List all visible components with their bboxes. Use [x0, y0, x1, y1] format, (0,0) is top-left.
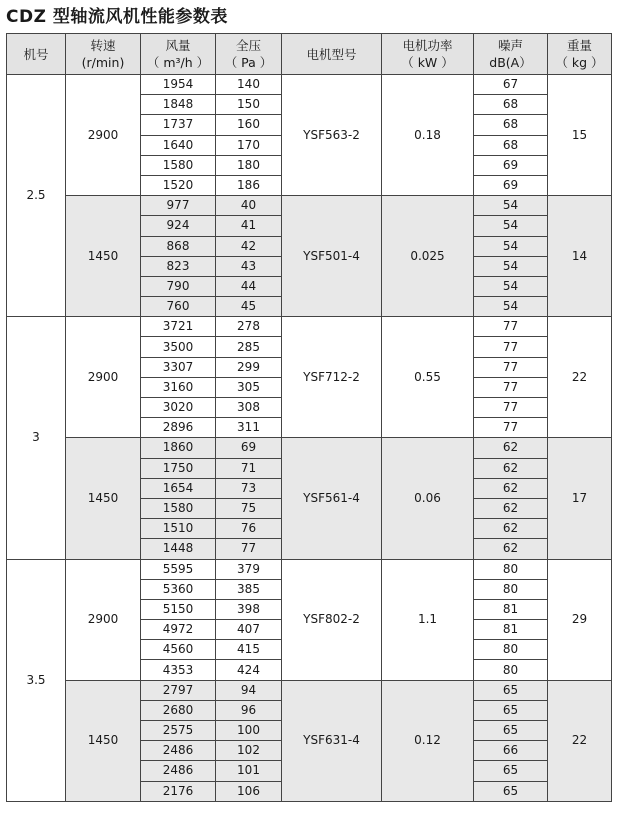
header-machine-label: 机号 — [23, 46, 49, 62]
machine-cell: 3.5 — [7, 559, 66, 801]
airflow-cell: 2680 — [141, 700, 216, 720]
airflow-cell: 3307 — [141, 357, 216, 377]
airflow-cell: 5150 — [141, 599, 216, 619]
header-power-unit: （ kW ） — [401, 55, 454, 70]
airflow-cell: 5595 — [141, 559, 216, 579]
airflow-cell: 1510 — [141, 519, 216, 539]
noise-cell: 67 — [474, 75, 548, 95]
noise-cell: 54 — [474, 216, 548, 236]
noise-cell: 81 — [474, 599, 548, 619]
pressure-cell: 180 — [216, 155, 282, 175]
pressure-cell: 285 — [216, 337, 282, 357]
weight-cell: 22 — [548, 317, 612, 438]
noise-cell: 54 — [474, 256, 548, 276]
motor-cell: YSF501-4 — [282, 196, 382, 317]
airflow-cell: 1737 — [141, 115, 216, 135]
pressure-cell: 140 — [216, 75, 282, 95]
airflow-cell: 1750 — [141, 458, 216, 478]
power-cell: 1.1 — [382, 559, 474, 680]
table-row — [7, 196, 612, 216]
weight-cell: 22 — [548, 680, 612, 801]
pressure-cell: 407 — [216, 620, 282, 640]
noise-cell: 65 — [474, 781, 548, 801]
pressure-cell: 42 — [216, 236, 282, 256]
noise-cell: 62 — [474, 438, 548, 458]
noise-cell: 65 — [474, 680, 548, 700]
header-weight — [548, 34, 612, 75]
machine-cell: 3 — [7, 317, 66, 559]
header-airflow — [141, 34, 216, 75]
table-row — [7, 438, 612, 458]
motor-cell: YSF561-4 — [282, 438, 382, 559]
table-row — [7, 317, 612, 337]
airflow-cell: 823 — [141, 256, 216, 276]
pressure-cell: 69 — [216, 438, 282, 458]
motor-cell: YSF563-2 — [282, 75, 382, 196]
header-power-label: 电机功率 — [402, 38, 453, 53]
pressure-cell: 96 — [216, 700, 282, 720]
noise-cell: 81 — [474, 620, 548, 640]
power-cell: 0.025 — [382, 196, 474, 317]
noise-cell: 77 — [474, 418, 548, 438]
noise-cell: 65 — [474, 700, 548, 720]
pressure-cell: 186 — [216, 175, 282, 195]
weight-cell: 17 — [548, 438, 612, 559]
header-noise — [474, 34, 548, 75]
noise-cell: 77 — [474, 317, 548, 337]
noise-cell: 68 — [474, 95, 548, 115]
pressure-cell: 385 — [216, 579, 282, 599]
pressure-cell: 40 — [216, 196, 282, 216]
noise-cell: 77 — [474, 398, 548, 418]
weight-cell: 29 — [548, 559, 612, 680]
airflow-cell: 2176 — [141, 781, 216, 801]
airflow-cell: 1848 — [141, 95, 216, 115]
airflow-cell: 5360 — [141, 579, 216, 599]
airflow-cell: 868 — [141, 236, 216, 256]
table-body — [7, 75, 612, 802]
page-title: CDZ 型轴流风机性能参数表 — [6, 7, 228, 27]
speed-cell: 1450 — [66, 196, 141, 317]
header-motor — [282, 34, 382, 75]
noise-cell: 54 — [474, 236, 548, 256]
airflow-cell: 924 — [141, 216, 216, 236]
header-pressure — [216, 34, 282, 75]
airflow-cell: 1448 — [141, 539, 216, 559]
airflow-cell: 790 — [141, 276, 216, 296]
motor-cell: YSF631-4 — [282, 680, 382, 801]
header-weight-label: 重量 — [566, 38, 592, 53]
speed-cell: 2900 — [66, 317, 141, 438]
speed-cell: 1450 — [66, 680, 141, 801]
noise-cell: 69 — [474, 155, 548, 175]
pressure-cell: 150 — [216, 95, 282, 115]
pressure-cell: 41 — [216, 216, 282, 236]
pressure-cell: 76 — [216, 519, 282, 539]
pressure-cell: 94 — [216, 680, 282, 700]
noise-cell: 80 — [474, 579, 548, 599]
noise-cell: 65 — [474, 721, 548, 741]
header-pressure-unit: （ Pa ） — [224, 55, 273, 70]
pressure-cell: 424 — [216, 660, 282, 680]
motor-cell: YSF712-2 — [282, 317, 382, 438]
power-cell: 0.06 — [382, 438, 474, 559]
pressure-cell: 415 — [216, 640, 282, 660]
pressure-cell: 100 — [216, 721, 282, 741]
header-weight-unit: （ kg ） — [555, 55, 604, 70]
pressure-cell: 43 — [216, 256, 282, 276]
noise-cell: 80 — [474, 660, 548, 680]
pressure-cell: 71 — [216, 458, 282, 478]
noise-cell: 80 — [474, 640, 548, 660]
noise-cell: 77 — [474, 337, 548, 357]
airflow-cell: 4972 — [141, 620, 216, 640]
table-row — [7, 75, 612, 95]
table-row — [7, 559, 612, 579]
pressure-cell: 44 — [216, 276, 282, 296]
airflow-cell: 3020 — [141, 398, 216, 418]
header-airflow-unit: （ m³/h ） — [146, 55, 210, 70]
header-airflow-label: 风量 — [165, 38, 191, 53]
speed-cell: 2900 — [66, 75, 141, 196]
airflow-cell: 1954 — [141, 75, 216, 95]
header-power — [382, 34, 474, 75]
noise-cell: 66 — [474, 741, 548, 761]
pressure-cell: 278 — [216, 317, 282, 337]
noise-cell: 54 — [474, 196, 548, 216]
noise-cell: 62 — [474, 478, 548, 498]
airflow-cell: 1520 — [141, 175, 216, 195]
noise-cell: 80 — [474, 559, 548, 579]
airflow-cell: 1580 — [141, 498, 216, 518]
noise-cell: 62 — [474, 539, 548, 559]
airflow-cell: 2797 — [141, 680, 216, 700]
noise-cell: 62 — [474, 458, 548, 478]
noise-cell: 69 — [474, 175, 548, 195]
pressure-cell: 106 — [216, 781, 282, 801]
header-speed-unit: (r/min) — [81, 55, 125, 70]
pressure-cell: 170 — [216, 135, 282, 155]
speed-cell: 1450 — [66, 438, 141, 559]
weight-cell: 14 — [548, 196, 612, 317]
header-machine — [7, 34, 66, 75]
airflow-cell: 2896 — [141, 418, 216, 438]
noise-cell: 62 — [474, 519, 548, 539]
airflow-cell: 3160 — [141, 377, 216, 397]
pressure-cell: 305 — [216, 377, 282, 397]
airflow-cell: 760 — [141, 297, 216, 317]
power-cell: 0.55 — [382, 317, 474, 438]
header-motor-label: 电机型号 — [306, 46, 357, 62]
header-speed-label: 转速 — [90, 38, 116, 53]
noise-cell: 68 — [474, 115, 548, 135]
pressure-cell: 101 — [216, 761, 282, 781]
header-noise-unit: dB(A） — [489, 55, 532, 70]
noise-cell: 54 — [474, 297, 548, 317]
noise-cell: 77 — [474, 357, 548, 377]
noise-cell: 68 — [474, 135, 548, 155]
header-row — [7, 34, 612, 75]
header-noise-label: 噪声 — [497, 38, 523, 53]
airflow-cell: 977 — [141, 196, 216, 216]
noise-cell: 65 — [474, 761, 548, 781]
airflow-cell: 2486 — [141, 761, 216, 781]
airflow-cell: 1654 — [141, 478, 216, 498]
airflow-cell: 2575 — [141, 721, 216, 741]
airflow-cell: 1860 — [141, 438, 216, 458]
airflow-cell: 4353 — [141, 660, 216, 680]
power-cell: 0.18 — [382, 75, 474, 196]
pressure-cell: 75 — [216, 498, 282, 518]
motor-cell: YSF802-2 — [282, 559, 382, 680]
pressure-cell: 311 — [216, 418, 282, 438]
table-row — [7, 680, 612, 700]
noise-cell: 62 — [474, 498, 548, 518]
machine-cell: 2.5 — [7, 75, 66, 317]
header-pressure-label: 全压 — [235, 38, 261, 53]
weight-cell: 15 — [548, 75, 612, 196]
pressure-cell: 102 — [216, 741, 282, 761]
airflow-cell: 2486 — [141, 741, 216, 761]
pressure-cell: 379 — [216, 559, 282, 579]
pressure-cell: 299 — [216, 357, 282, 377]
airflow-cell: 1640 — [141, 135, 216, 155]
pressure-cell: 398 — [216, 599, 282, 619]
header-speed — [66, 34, 141, 75]
airflow-cell: 4560 — [141, 640, 216, 660]
performance-table — [6, 33, 612, 802]
noise-cell: 77 — [474, 377, 548, 397]
pressure-cell: 73 — [216, 478, 282, 498]
pressure-cell: 45 — [216, 297, 282, 317]
airflow-cell: 1580 — [141, 155, 216, 175]
pressure-cell: 160 — [216, 115, 282, 135]
power-cell: 0.12 — [382, 680, 474, 801]
noise-cell: 54 — [474, 276, 548, 296]
airflow-cell: 3721 — [141, 317, 216, 337]
pressure-cell: 308 — [216, 398, 282, 418]
airflow-cell: 3500 — [141, 337, 216, 357]
speed-cell: 2900 — [66, 559, 141, 680]
pressure-cell: 77 — [216, 539, 282, 559]
